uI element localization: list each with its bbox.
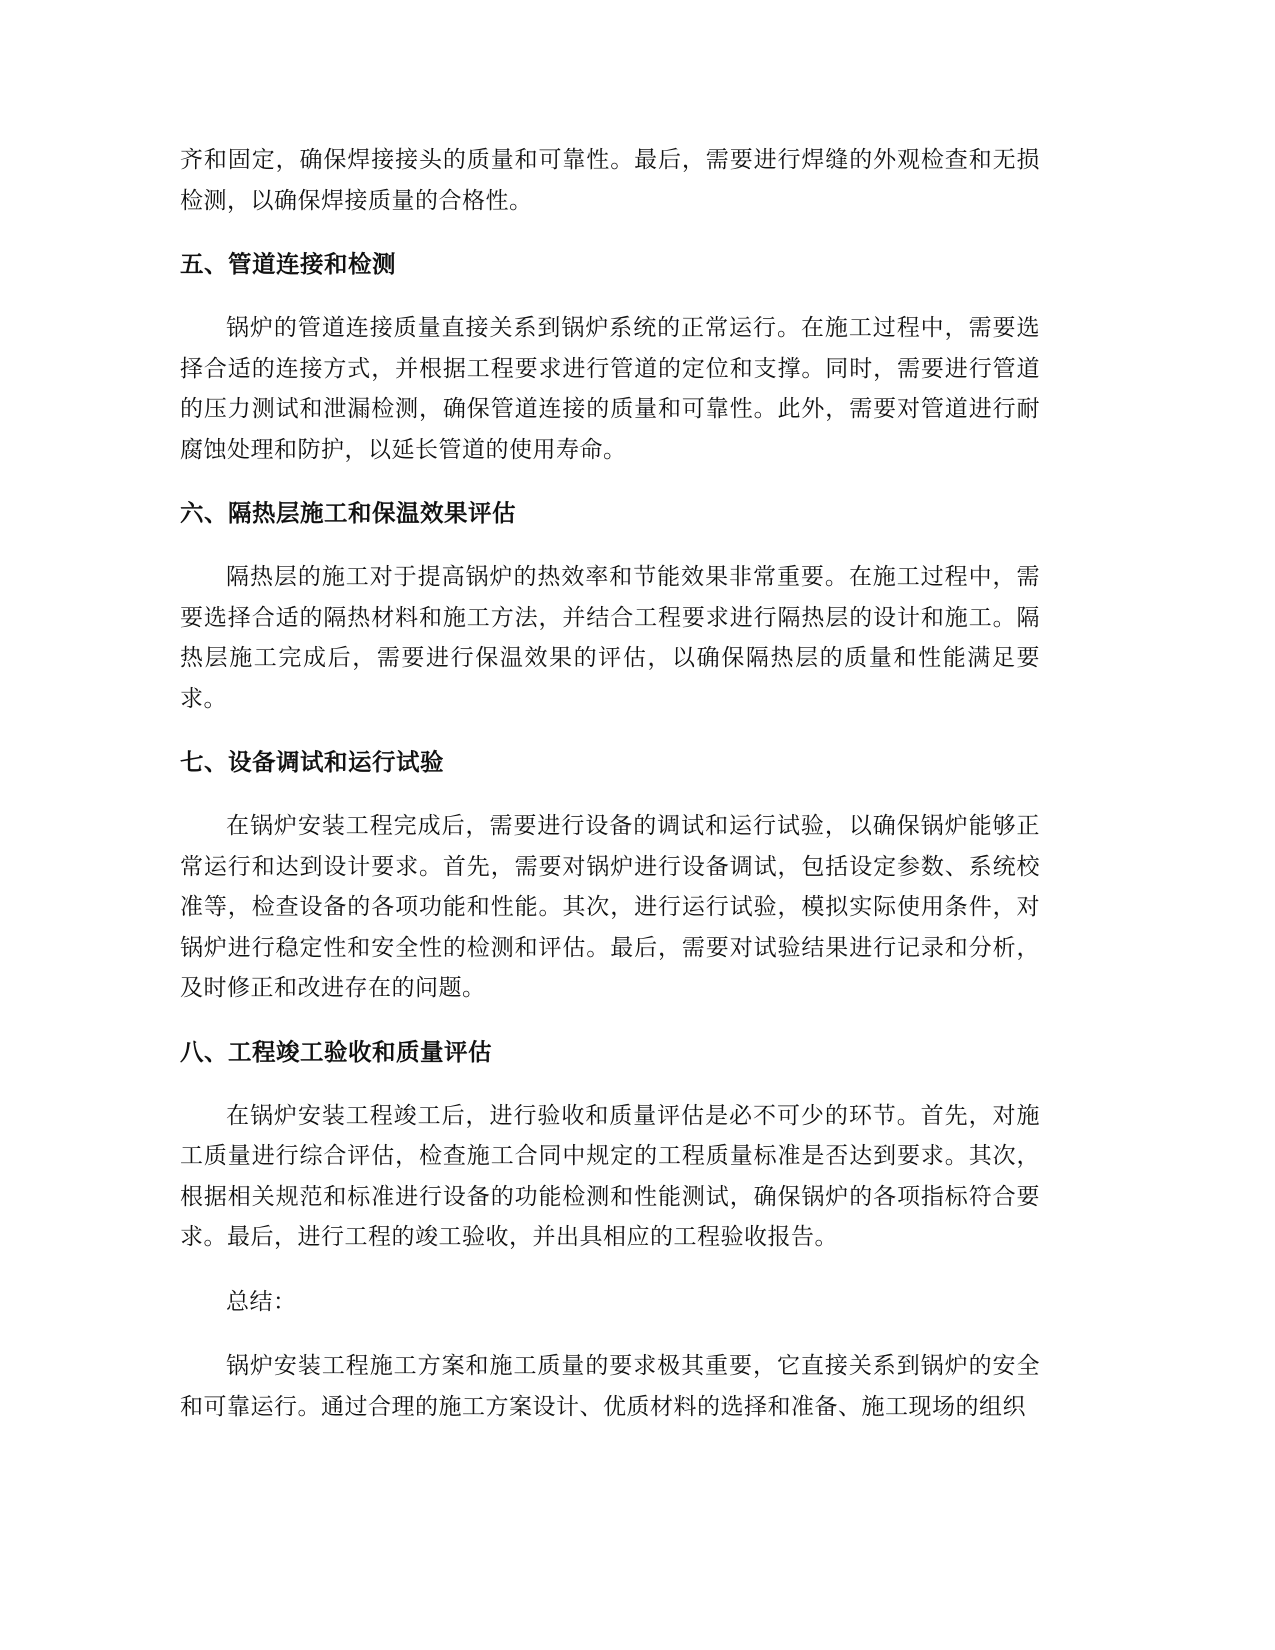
section-heading-6: 六、隔热层施工和保温效果评估 [180,499,516,527]
section-body-6: 隔热层的施工对于提高锅炉的热效率和节能效果非常重要。在施工过程中，需要选择合适的隔热材料和施工方法，并结合工程要求进行隔热层的设计和施工。隔热层施工完成后，需要进行保温效果的评估，以确保隔热层的质量和性能满足要求。 [180,564,1040,712]
section-heading-8: 八、工程竣工验收和质量评估 [180,1037,492,1066]
section-heading-7: 七、设备调试和运行试验 [180,748,444,776]
summary-paragraph: 锅炉安装工程施工方案和施工质量的要求极其重要，它直接关系到锅炉的安全和可靠运行。通过合理的施工方案设计、优质材料的选择和准备、施工现场的组织 [180,1353,1040,1420]
summary-label: 总结： [226,1288,297,1315]
section-body-7: 在锅炉安装工程完成后，需要进行设备的调试和运行试验，以确保锅炉能够正常运行和达到设计要求。首先，需要对锅炉进行设备调试，包括设定参数、系统校准等，检查设备的各项功能和性能。其次，进行运行试验，模拟实际使用条件，对锅炉进行稳定性和安全性的检测和评估。最后，需要对试验结果进行记录和分析，及时修正和改进存在的问题。 [180,813,1040,1001]
section-body-8: 在锅炉安装工程竣工后，进行验收和质量评估是必不可少的环节。首先，对施工质量进行综合评估，检查施工合同中规定的工程质量标准是否达到要求。其次，根据相关规范和标准进行设备的功能检测和性能测试，确保锅炉的各项指标符合要求。最后，进行工程的竣工验收，并出具相应的工程验收报告。 [180,1102,1040,1250]
document-page [180,140,1040,1427]
section-body-5: 锅炉的管道连接质量直接关系到锅炉系统的正常运行。在施工过程中，需要选择合适的连接方式，并根据工程要求进行管道的定位和支撑。同时，需要进行管道的压力测试和泄漏检测，确保管道连接的质量和可靠性。此外，需要对管道进行耐腐蚀处理和防护，以延长管道的使用寿命。 [180,315,1040,463]
section-heading-5: 五、管道连接和检测 [180,250,396,278]
intro-paragraph: 齐和固定，确保焊接接头的质量和可靠性。最后，需要进行焊缝的外观检查和无损检测，以确保焊接质量的合格性。 [180,147,1040,214]
